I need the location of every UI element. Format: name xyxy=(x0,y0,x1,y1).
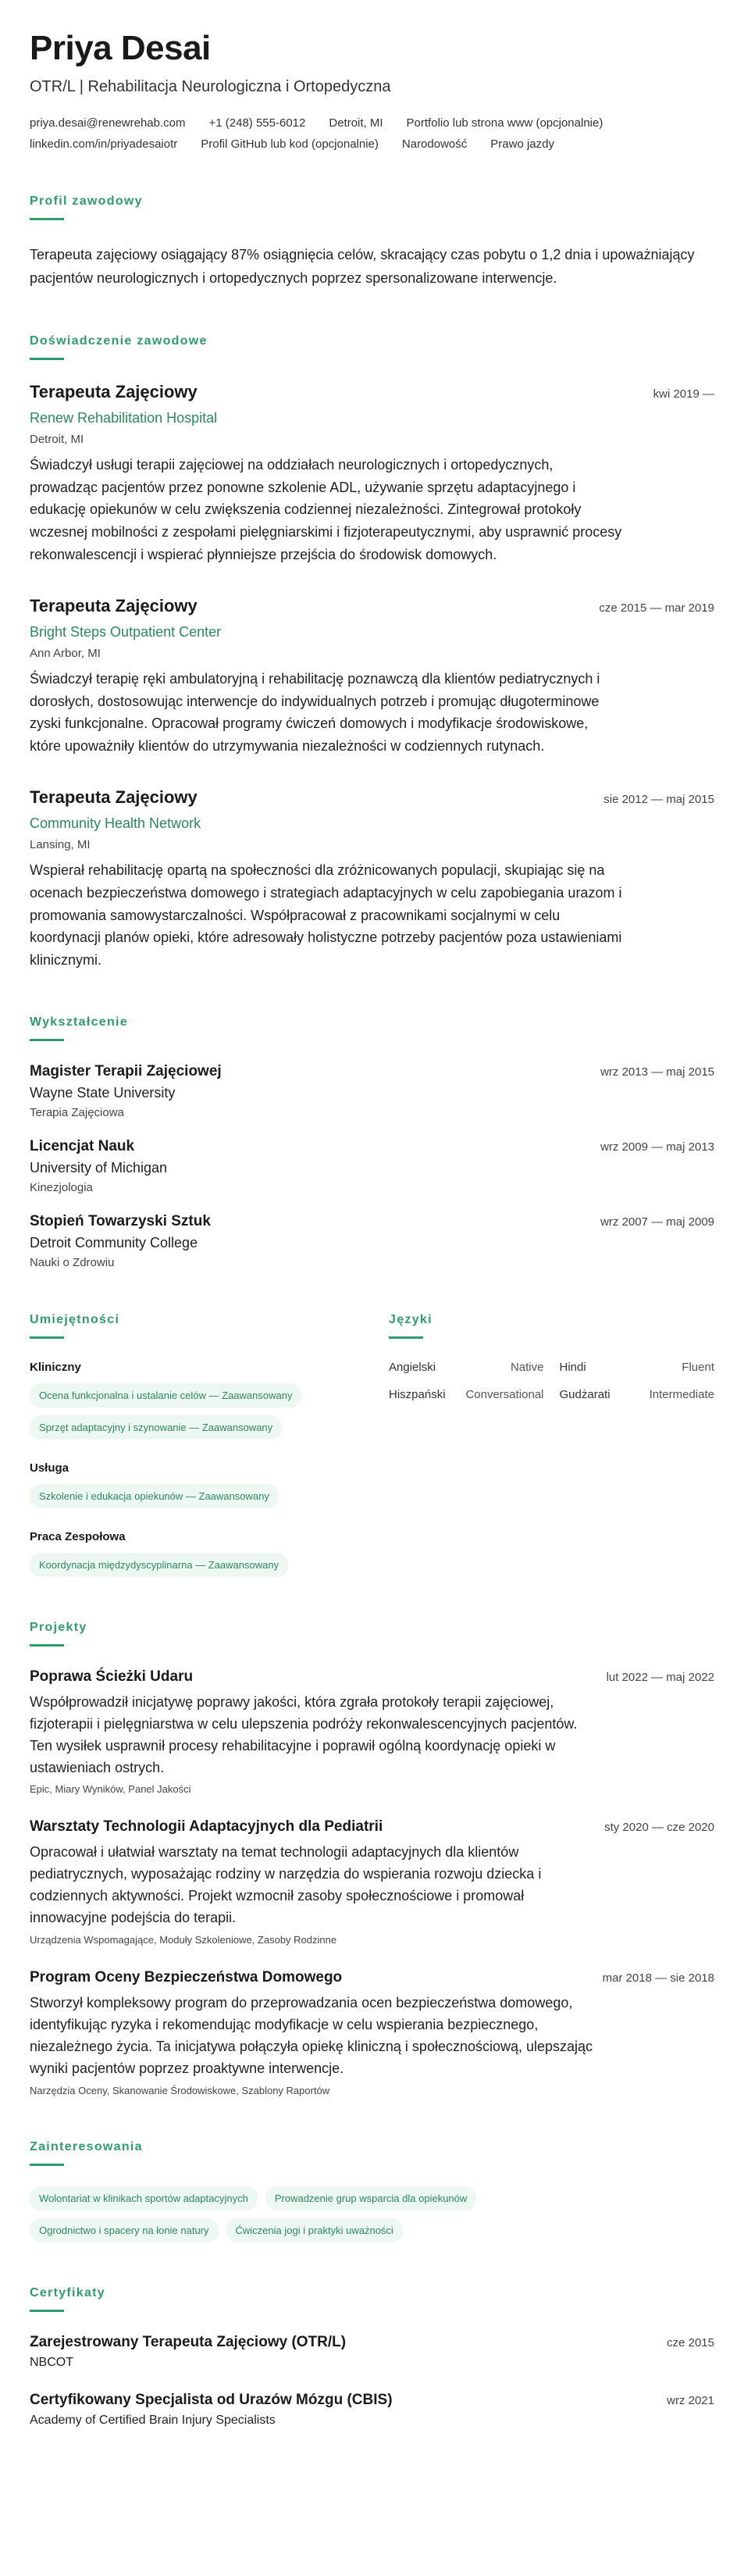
job-date: sie 2012 — maj 2015 xyxy=(603,792,714,806)
project-date: sty 2020 — cze 2020 xyxy=(604,1821,714,1835)
job-company: Community Health Network xyxy=(30,815,201,831)
job-description: Wspierał rehabilitację opartą na społeczności dla zróżnicowanych populacji, skupiając się na ocenach bezpieczeństwa domowego i strategiach adaptacyjnych w celu zapobiegania urazom i promowania samowystarczalności. Współpracował z pracownikami socjalnymi w celu koordynacji planów opieki, które adresowały holistyczne potrzeby pacjentów poza ustawieniami klinicznymi. xyxy=(30,862,622,969)
certification-entry xyxy=(30,2392,714,2428)
skill-group xyxy=(30,1461,358,1508)
skills-column xyxy=(30,1313,358,1577)
job-location: Ann Arbor, MI xyxy=(30,646,101,660)
contact-linkedin[interactable]: linkedin.com/in/priyadesaiotr xyxy=(30,137,178,152)
language-item xyxy=(389,1361,544,1374)
certification-entry xyxy=(30,2334,714,2370)
job-title: Terapeuta Zajęciowy xyxy=(30,787,198,807)
candidate-subtitle: OTR/L | Rehabilitacja Neurologiczna i Ortopedyczna xyxy=(30,78,391,96)
contact-location: Detroit, MI xyxy=(329,116,383,130)
section-divider xyxy=(389,1336,423,1339)
job-entry xyxy=(30,382,714,566)
contact-phone[interactable]: +1 (248) 555-6012 xyxy=(208,116,306,130)
job-description: Świadczył terapię ręki ambulatoryjną i rehabilitację poznawczą dla klientów pediatrycznych i dorosłych, dostosowując interwencje do indywidualnych potrzeb i promując długoterminowe zyski funkcjonalne. Opracował programy ćwiczeń domowych i modyfikacje środowiskowe, które upoważniły klientów do utrzymywania niezależności w codziennych rutynach. xyxy=(30,670,600,755)
education-date: wrz 2007 — maj 2009 xyxy=(600,1215,714,1229)
section-divider xyxy=(30,1336,64,1339)
resume-header xyxy=(30,30,714,151)
contact-driving-license: Prawo jazdy xyxy=(490,137,554,152)
certification-issuer: Academy of Certified Brain Injury Specialists xyxy=(30,2413,276,2427)
project-entry xyxy=(30,1969,714,2096)
project-description: Stworzył kompleksowy program do przeprowadzania ocen bezpieczeństwa domowego, identyfikując ryzyka i rekomendując modyfikacje w celu wspierania bezpiecznego, niezależnego życia. Ta inicjatywa połączyła opiekę kliniczną i społecznościową, ulepszając wyniki pacjentów poprzez proaktywne interwencje. xyxy=(30,1995,593,2076)
education-entry xyxy=(30,1138,714,1194)
language-level: Native xyxy=(510,1360,544,1374)
job-company: Bright Steps Outpatient Center xyxy=(30,623,222,640)
section-title: Umiejętności xyxy=(30,1312,120,1326)
education-school: Detroit Community College xyxy=(30,1234,198,1251)
skill-category: Kliniczny xyxy=(30,1360,81,1374)
section-title: Wykształcenie xyxy=(30,1015,128,1029)
education-degree: Licencjat Nauk xyxy=(30,1137,135,1154)
project-description: Opracował i ułatwiał warsztaty na temat technologii adaptacyjnych dla klientów pediatrycznych, wyposażając rodziny w narzędzia do wspierania rozwoju dziecka i codziennych aktywności. Projekt wzmocnił zasoby społecznościowe i promował innowacyjne podejścia do terapii. xyxy=(30,1844,542,1926)
project-entry xyxy=(30,1668,714,1796)
interest-tag: Ćwiczenia jogi i praktyki uważności xyxy=(226,2218,403,2242)
education-date: wrz 2009 — maj 2013 xyxy=(600,1140,714,1154)
job-location: Detroit, MI xyxy=(30,432,84,446)
language-level: Conversational xyxy=(465,1387,544,1401)
language-name: Hiszpański xyxy=(389,1387,446,1401)
section-title: Doświadczenie zawodowe xyxy=(30,334,208,348)
project-title: Poprawa Ścieżki Udaru xyxy=(30,1668,194,1685)
job-location: Lansing, MI xyxy=(30,837,91,851)
skill-tag: Ocena funkcjonalna i ustalanie celów — Zaawansowany xyxy=(30,1383,301,1408)
interest-tag: Ogrodnictwo i spacery na łonie natury xyxy=(30,2218,219,2242)
language-item xyxy=(560,1388,715,1401)
job-title: Terapeuta Zajęciowy xyxy=(30,595,198,615)
contact-github[interactable]: Profil GitHub lub kod (opcjonalnie) xyxy=(201,137,379,152)
project-description: Współprowadził inicjatywę poprawy jakości, która zgrała protokoły terapii zajęciowej, fizjoterapii i pielęgniarstwa w celu ulepszenia podróży rekonwalescencyjnych pacjentów. Ten wysiłek usprawnił procesy rehabilitacyjne i poprawił ogólną koordynację opieki w ustawieniach ostrych. xyxy=(30,1693,578,1775)
section-divider xyxy=(30,1039,64,1041)
section-divider xyxy=(30,2310,64,2312)
section-divider xyxy=(30,358,64,360)
skill-tag: Szkolenie i edukacja opiekunów — Zaawansowany xyxy=(30,1484,279,1508)
language-level: Intermediate xyxy=(649,1387,714,1401)
certification-issuer: NBCOT xyxy=(30,2355,73,2369)
contact-list xyxy=(30,116,701,151)
job-entry xyxy=(30,787,714,972)
contact-nationality: Narodowość xyxy=(401,137,468,152)
project-title: Program Oceny Bezpieczeństwa Domowego xyxy=(30,1969,343,1986)
interest-tag: Wolontariat w klinikach sportów adaptacyjnych xyxy=(30,2186,258,2210)
section-title: Projekty xyxy=(30,1620,87,1634)
skill-category: Usługa xyxy=(30,1461,69,1475)
job-entry xyxy=(30,596,714,758)
project-tools: Epic, Miary Wyników, Panel Jakości xyxy=(30,1783,191,1796)
interests-section xyxy=(30,2140,714,2242)
job-description: Świadczył usługi terapii zajęciowej na oddziałach neurologicznych i ortopedycznych, prowadząc pacjentów przez ponowne szkolenie ADL, używanie sprzętu adaptacyjnego i edukację opiekunów w celu zwiększenia codziennej niezależności. Zintegrował protokoły wczesnej mobilności z zespołami pielęgniarskimi i fizjoterapeutycznymi, aby usprawnić procesy rekonwalescencji i wspierać płynniejsze przejścia do środowisk domowych. xyxy=(30,456,622,562)
section-title: Języki xyxy=(389,1312,433,1326)
contact-email[interactable]: priya.desai@renewrehab.com xyxy=(30,116,186,130)
candidate-name: Priya Desai xyxy=(30,29,211,67)
interest-tag: Prowadzenie grup wsparcia dla opiekunów xyxy=(265,2186,476,2210)
summary-text: Terapeuta zajęciowy osiągający 87% osiągnięcia celów, skracający czas pobytu o 1,2 dnia i upoważniający pacjentów neurologicznych i ortopedycznych poprzez spersonalizowane interwencje. xyxy=(30,247,695,287)
job-date: cze 2015 — mar 2019 xyxy=(599,601,714,615)
skills-languages-section xyxy=(30,1313,714,1577)
contact-portfolio[interactable]: Portfolio lub strona www (opcjonalnie) xyxy=(406,116,603,130)
education-field: Kinezjologia xyxy=(30,1180,93,1194)
project-date: lut 2022 — maj 2022 xyxy=(606,1670,714,1684)
job-title: Terapeuta Zajęciowy xyxy=(30,381,198,401)
language-item xyxy=(389,1388,544,1401)
project-entry xyxy=(30,1818,714,1946)
skill-group xyxy=(30,1361,358,1440)
section-title: Profil zawodowy xyxy=(30,194,143,209)
section-divider xyxy=(30,2164,64,2166)
certifications-section xyxy=(30,2286,714,2428)
skill-category: Praca Zespołowa xyxy=(30,1529,126,1543)
education-degree: Magister Terapii Zajęciowej xyxy=(30,1062,222,1079)
education-school: University of Michigan xyxy=(30,1159,168,1176)
job-company: Renew Rehabilitation Hospital xyxy=(30,409,218,426)
language-item xyxy=(560,1361,715,1374)
section-title: Zainteresowania xyxy=(30,2139,143,2153)
education-degree: Stopień Towarzyski Sztuk xyxy=(30,1212,211,1229)
experience-section xyxy=(30,334,714,972)
education-section xyxy=(30,1015,714,1269)
language-name: Angielski xyxy=(389,1360,436,1374)
education-date: wrz 2013 — maj 2015 xyxy=(600,1065,714,1079)
education-entry xyxy=(30,1063,714,1119)
language-name: Gudżarati xyxy=(559,1387,611,1401)
project-tools: Urządzenia Wspomagające, Moduły Szkoleniowe, Zasoby Rodzinne xyxy=(30,1934,337,1946)
language-level: Fluent xyxy=(682,1360,714,1374)
education-field: Terapia Zajęciowa xyxy=(30,1105,124,1119)
skill-tag: Koordynacja międzydyscyplinarna — Zaawansowany xyxy=(30,1553,288,1577)
language-name: Hindi xyxy=(559,1360,586,1374)
job-date: kwi 2019 — xyxy=(653,387,714,401)
summary-section xyxy=(30,194,714,290)
project-tools: Narzędzia Oceny, Skanowanie Środowiskowe, Szablony Raportów xyxy=(30,2084,330,2096)
education-school: Wayne State University xyxy=(30,1084,176,1101)
section-title: Certyfikaty xyxy=(30,2285,106,2299)
skill-group xyxy=(30,1530,358,1577)
certification-date: cze 2015 xyxy=(667,2335,714,2349)
project-title: Warsztaty Technologii Adaptacyjnych dla Pediatrii xyxy=(30,1818,383,1836)
project-date: mar 2018 — sie 2018 xyxy=(602,1971,714,1986)
languages-column xyxy=(389,1313,714,1577)
section-divider xyxy=(30,1644,64,1647)
section-divider xyxy=(30,218,64,220)
certification-name: Certyfikowany Specjalista od Urazów Mózgu (CBIS) xyxy=(30,2391,393,2408)
certification-date: wrz 2021 xyxy=(667,2393,714,2407)
education-field: Nauki o Zdrowiu xyxy=(30,1255,115,1269)
projects-section xyxy=(30,1621,714,2096)
skill-tag: Sprzęt adaptacyjny i szynowanie — Zaawansowany xyxy=(30,1415,282,1440)
certification-name: Zarejestrowany Terapeuta Zajęciowy (OTR/L) xyxy=(30,2333,347,2350)
education-entry xyxy=(30,1213,714,1269)
